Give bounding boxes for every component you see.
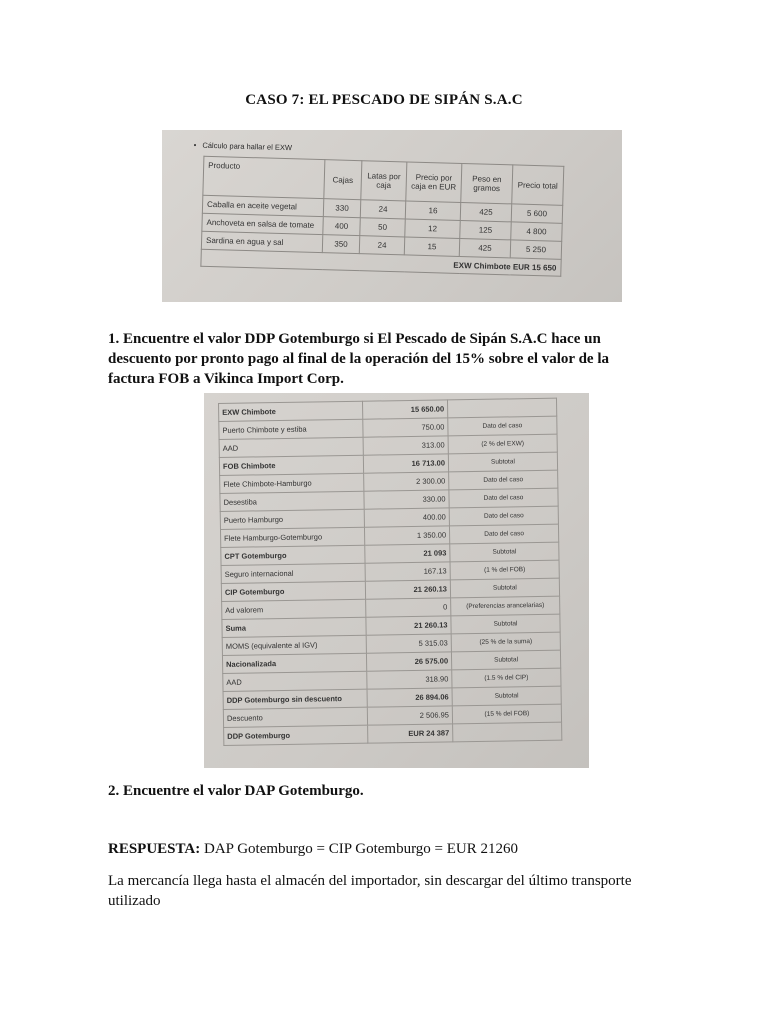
cell-label: Descuento [223,707,367,727]
cell-value: 313.00 [363,436,448,455]
cell-value: 21 093 [365,544,450,563]
header-precio-total: Precio total [512,165,564,205]
cell-label: Ad valorem [222,599,366,619]
page-title: CASO 7: EL PESCADO DE SIPÁN S.A.C [245,92,523,108]
cell-value: 15 650.00 [362,400,447,419]
cell: Caballa en aceite vegetal [202,195,323,216]
cell-value: 0 [366,598,451,617]
cell-label: Puerto Chimbote y estiba [219,419,363,439]
cell-value: 318.90 [367,670,452,689]
cell-value: 400.00 [364,508,449,527]
question-1: 1. Encuentre el valor DDP Gotemburgo si El Pescado de Sipán S.A.C hace un descuento por pronto pago al final de la operación del 15% sobre el valor de la factura FOB a Vikinca Import Corp. [108,331,609,387]
cell: 425 [459,238,510,257]
cell: 5 250 [510,240,561,259]
cell-label: Seguro internacional [221,563,365,583]
cell-value: 21 260.13 [366,616,451,635]
cell-note: Subtotal [452,686,561,706]
cell-label: AAD [219,437,363,457]
answer-note: La mercancía llega hasta el almacén del importador, sin descargar del último transporte utilizado [108,873,632,909]
ddp-table-photo [204,393,589,768]
header-producto: Producto [203,156,325,198]
cell: 12 [405,219,460,239]
cell: 330 [323,199,360,218]
cell-value: 26 575.00 [366,652,451,671]
cell-note: (2 % del EXW) [448,434,557,454]
cell-note: Dato del caso [449,470,558,490]
cell-note [453,722,562,742]
header-peso: Peso en gramos [461,163,513,203]
answer-text: DAP Gotemburgo = CIP Gotemburgo = EUR 21260 [200,841,519,857]
cell-value: 16 713.00 [363,454,448,473]
cell-label: Suma [222,617,366,637]
cell-note: Subtotal [448,452,557,472]
cell: 24 [360,200,405,219]
cell-note: Subtotal [450,542,559,562]
cell-value: 26 894.06 [367,688,452,707]
answer [108,841,518,858]
cell-value: 2 506.95 [367,706,452,725]
cell-label: MOMS (equivalente al IGV) [222,635,366,655]
exw-table-photo [162,130,622,302]
cell-value: 2 300.00 [364,472,449,491]
cell: 425 [460,202,511,221]
cell: 24 [359,236,404,255]
header-precio-caja: Precio por caja en EUR [406,162,462,203]
cell: 50 [360,218,405,237]
cell: Sardina en agua y sal [201,231,322,252]
cell-label: Nacionalizada [222,653,366,673]
cell-value: 1 350.00 [364,526,449,545]
cell-value: 21 260.13 [365,580,450,599]
ddp-table [218,398,562,746]
cell-label: FOB Chimbote [219,455,363,475]
cell: 16 [405,201,460,221]
cell-note: Dato del caso [449,524,558,544]
exw-total: EXW Chimbote EUR 15 650 [201,249,561,276]
cell: 125 [460,220,511,239]
cell-value: EUR 24 387 [368,724,453,743]
bullet-icon: • [193,140,197,150]
cell: Anchoveta en salsa de tomate [202,213,323,234]
cell-label: DDP Gotemburgo [224,725,368,745]
cell-value: 330.00 [364,490,449,509]
cell-label: Flete Chimbote-Hamburgo [220,473,364,493]
cell-note: Subtotal [451,650,560,670]
cell-note: Subtotal [450,578,559,598]
exw-table [200,156,564,277]
cell-label: Flete Hamburgo-Gotemburgo [220,527,364,547]
cell-label: EXW Chimbote [219,401,363,421]
cell-note: (25 % de la suma) [451,632,560,652]
cell-note: Dato del caso [448,416,557,436]
cell-note: (Preferencias arancelarias) [451,596,560,616]
cell-note: (1 % del FOB) [450,560,559,580]
cell-value: 5 315.03 [366,634,451,653]
question-2: 2. Encuentre el valor DAP Gotemburgo. [108,783,364,799]
cell-note: Dato del caso [449,506,558,526]
cell-value: 750.00 [363,418,448,437]
cell-label: CPT Gotemburgo [221,545,365,565]
cell-label: DDP Gotemburgo sin descuento [223,689,367,709]
cell-note: Dato del caso [449,488,558,508]
cell-note: (1.5 % del CIP) [452,668,561,688]
cell-label: CIP Gotemburgo [221,581,365,601]
cell: 5 600 [511,204,562,223]
cell-note: (15 % del FOB) [452,704,561,724]
header-latas: Latas por caja [361,161,407,201]
cell-label: AAD [223,671,367,691]
cell-note: Subtotal [451,614,560,634]
cell-label: Desestiba [220,491,364,511]
cell: 4 800 [511,222,562,241]
cell-note [447,398,556,418]
cell: 400 [323,217,360,236]
cell: 15 [404,237,459,257]
header-cajas: Cajas [324,160,362,200]
cell-value: 167.13 [365,562,450,581]
cell-label: Puerto Hamburgo [220,509,364,529]
cell: 350 [322,235,359,254]
bullet-text: Cálculo para hallar el EXW [202,140,293,153]
answer-label: RESPUESTA: [108,841,201,857]
